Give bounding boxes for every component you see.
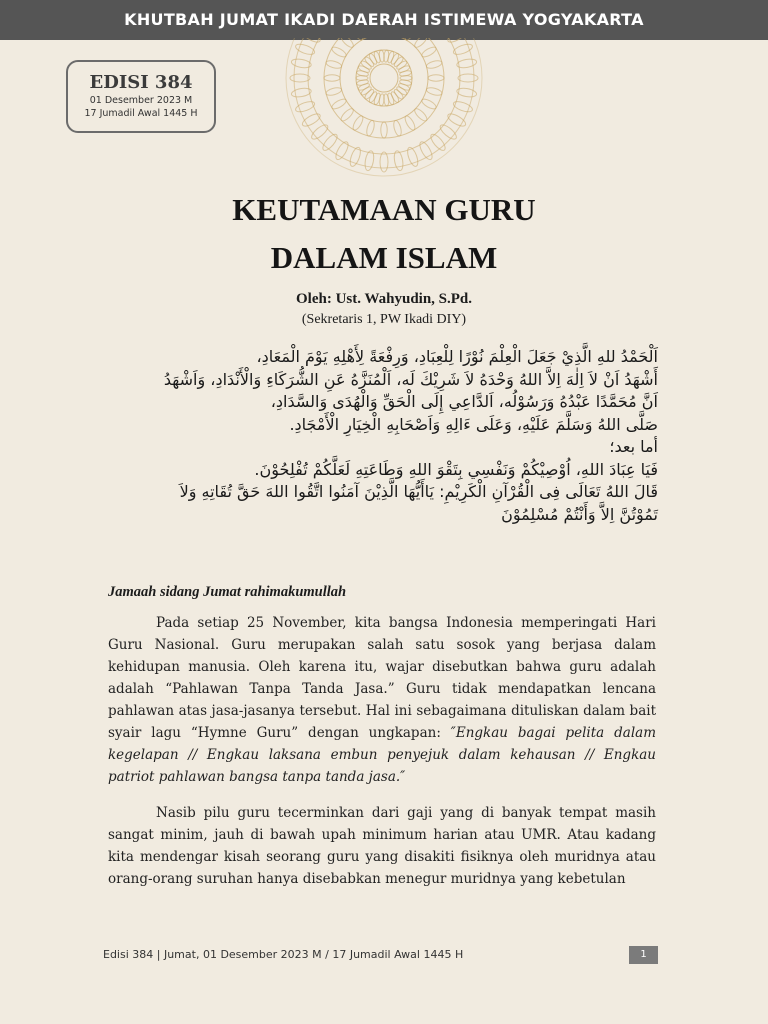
mandala-petal — [324, 75, 340, 81]
mandala-petal — [351, 114, 365, 131]
mandala-petal — [380, 152, 388, 172]
arabic-opening-text — [106, 346, 658, 526]
arabic-line: أما بعد؛ — [609, 437, 658, 456]
mandala-petal — [413, 107, 429, 123]
page-number: 1 — [629, 946, 658, 964]
mandala-ornament-icon — [242, 38, 526, 178]
edition-date-hijri: 17 Jumadil Awal 1445 H — [84, 108, 198, 119]
mandala-petal — [291, 87, 312, 98]
mandala-petal — [325, 86, 342, 96]
paragraph-1-text: Pada setiap 25 November, kita bangsa Indonesia memperingati Hari Guru Nasional. Guru merupakan salah satu sosok yang berjasa dalam kehidupan manusia. Oleh karena itu, wajar disebutkan bahwa guru adalah adalah “Pahlawan Tanpa Tanda Jasa.” Guru tidak mendapatkan lencana pahlawan atas jasa-jasanya tersebut. Hal ini sebagaimana dituliskan dalam bait syair lagu “Hymne Guru” dengan ungkapan: — [108, 615, 656, 741]
mandala-petal — [339, 107, 355, 123]
arabic-line: اَلْحَمْدُ للهِ الَّذِيْ جَعَلَ الْعِلْمَ نُوْرًا لِلْعِبَادِ، وَرِفْعَةً لِأَهْلِهِ يَوْمَ الْمَعَادِ، — [256, 347, 658, 366]
arabic-line: قَالَ اللهُ تَعَالَى فِى الْقُرْآنِ الْكَرِيْمِ: يَاأَيُّهَا الَّذِيْنَ آمَنُوا اتَّقُوا اللهَ حَقَّ تُقَاتِهِ وَلاَ — [179, 482, 658, 501]
mandala-petal — [458, 74, 478, 82]
author-role: (Sekretaris 1, PW Ikadi DIY) — [301, 312, 467, 327]
arabic-line: تَمُوْتُنَّ اِلاَّ وَأَنْتُمْ مُسْلِمُوْنَ — [501, 504, 658, 524]
edition-date-masehi: 01 Desember 2023 M — [89, 95, 193, 106]
body-paragraph-2 — [108, 802, 656, 890]
edition-badge — [66, 60, 216, 133]
mandala-petal — [351, 38, 365, 42]
mandala-petal — [381, 122, 387, 138]
article-title-line-2: DALAM ISLAM — [270, 240, 498, 275]
mandala-petal — [456, 58, 477, 69]
mandala-petal — [364, 150, 375, 171]
mandala-petal — [330, 45, 347, 59]
mandala-petal — [426, 59, 443, 69]
mandala-petal — [290, 74, 310, 82]
mandala-petal — [403, 114, 417, 131]
arabic-line: فَيَا عِبَادَ اللهِ، اُوْصِيْكُمْ وَنَفْسِي بِتَقْوَ اللهِ وَطَاعَتِهِ لَعَلَّكُمْ تُفْلِحُوْنَ. — [254, 459, 658, 479]
mandala-petal — [403, 38, 417, 42]
mandala-petal — [426, 86, 443, 96]
arabic-line: اَنَّ مُحَمَّدًا عَبْدُهُ وَرَسُوْلُه، اَلدَّاعِي إِلَى الْحَقِّ وَالْهُدَى وَالسَّدَادِ، — [270, 392, 658, 411]
paragraph-2-text: Nasib pilu guru tecerminkan dari gaji yang di banyak tempat masih sangat minim, jauh di bawah upah minimum harian atau UMR. Atau kadang kita mendengar kisah seorang guru yang disakiti fisiknya oleh muridnya atau orang-orang suruhan hanya disebabkan menegur muridnya yang kebetulan — [108, 805, 656, 887]
mandala-petal — [365, 120, 375, 137]
mandala-petal — [456, 87, 477, 98]
mandala-petal — [420, 45, 437, 59]
mandala-petal — [387, 92, 395, 105]
mandala-petal — [330, 97, 347, 111]
arabic-line: أَشْهَدُ اَنْ لاَ اِلٰهَ اِلاَّ اللهُ وَحْدَهُ لاَ شَرِيْكَ لَه، اَلْمُنَزَّهُ عَنِ الشُّرَكَاءِ وَالْأَنْدَادِ، وَاَشْهَدُ — [163, 369, 658, 389]
article-title-line-1: KEUTAMAAN GURU — [232, 192, 536, 227]
mandala-petal — [393, 150, 404, 171]
mandala-petal — [428, 75, 444, 81]
author-name: Oleh: Ust. Wahyudin, S.Pd. — [295, 291, 473, 307]
edition-label: EDISI 384 — [89, 72, 193, 93]
arabic-line: صَلَّى اللهُ وَسَلَّمَ عَلَيْهِ، وَعَلَى ءَالِهِ وَاَصْحَابِهِ الْخِيَارِ الْأَمْجَادِ. — [289, 414, 658, 434]
mandala-petal — [291, 58, 312, 69]
footer-info: Edisi 384 | Jumat, 01 Desember 2023 M / 17 Jumadil Awal 1445 H — [103, 948, 464, 961]
section-heading: Jamaah sidang Jumat rahimakumullah — [108, 584, 347, 600]
mandala-petal — [413, 38, 429, 49]
mandala-petal — [420, 97, 437, 111]
mandala-petal — [373, 51, 381, 64]
mandala-petal — [339, 38, 355, 49]
mandala-petal — [325, 59, 342, 69]
mandala-petal — [392, 120, 402, 137]
hymne-guru-quote: ″Engkau bagai pelita dalam kegelapan // Engkau laksana embun penyejuk dalam kehausan // Engkau patriot pahlawan bangsa tanpa tanda jasa.″ — [108, 725, 656, 785]
header-banner: KHUTBAH JUMAT IKADI DAERAH ISTIMEWA YOGYAKARTA — [0, 0, 768, 40]
body-paragraph-1 — [108, 612, 656, 788]
